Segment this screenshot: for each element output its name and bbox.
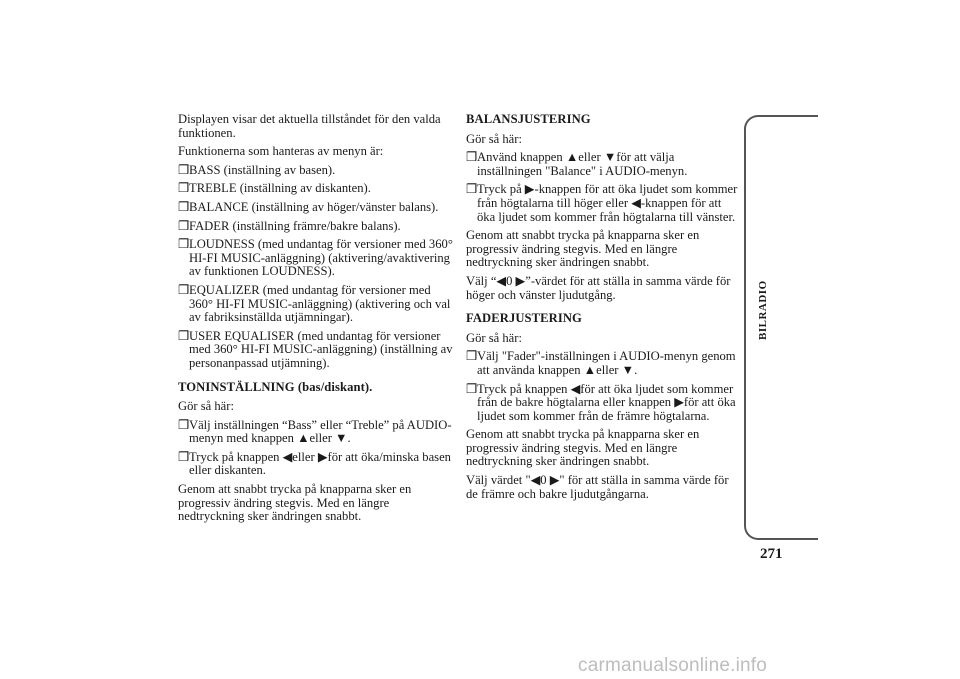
list-item: ❒ FADER (inställning främre/bakre balans).	[178, 218, 401, 233]
section-heading-fader: FADERJUSTERING	[466, 311, 582, 326]
checkbox-bullet-icon: ❒	[178, 162, 190, 177]
checkbox-bullet-icon: ❒	[178, 199, 190, 214]
section-heading-balance: BALANSJUSTERING	[466, 112, 591, 126]
checkbox-bullet-icon: ❒	[178, 218, 190, 233]
section-heading-tone: TONINSTÄLLNING (bas/diskant).	[178, 379, 373, 394]
list-item: ❒ Tryck på knappen ◀för att öka ljudet som kommer från de bakre högtalarna eller knappen ▶för att öka ljudet som kommer från de främre högtalarna.	[466, 381, 736, 423]
fader-zero-note: Välj värdet "◀0 ▶" för att ställa in samma värde för de främre och bakre ljudutgångarna.	[466, 473, 729, 501]
page-number: 271	[760, 546, 783, 562]
checkbox-bullet-icon: ❒	[178, 181, 190, 196]
checkbox-bullet-icon: ❒	[178, 417, 190, 432]
list-item: ❒ Tryck på knappen ◀eller ▶för att öka/minska basen eller diskanten.	[178, 449, 451, 478]
checkbox-bullet-icon: ❒	[178, 282, 190, 297]
checkbox-bullet-icon: ❒	[466, 182, 478, 197]
list-item: ❒ TREBLE (inställning av diskanten).	[178, 181, 371, 196]
fader-note: Genom att snabbt trycka på knapparna sker en progressiv ändring stegvis. Med en längre nedtryckning sker ändringen snabbt.	[466, 427, 700, 469]
balance-note: Genom att snabbt trycka på knapparna sker en progressiv ändring stegvis. Med en längre nedtryckning sker ändringen snabbt.	[466, 228, 700, 270]
checkbox-bullet-icon: ❒	[466, 349, 478, 364]
list-item: ❒ BASS (inställning av basen).	[178, 162, 336, 177]
instructions-label: Gör så här:	[178, 399, 234, 414]
list-item: ❒ Tryck på ▶-knappen för att öka ljudet som kommer från högtalarna till höger eller ◀-knappen för att öka ljudet som kommer från högtalarna till vänster.	[466, 182, 738, 224]
checkbox-bullet-icon: ❒	[178, 449, 190, 464]
left-column	[178, 113, 453, 529]
list-item: ❒ Välj inställningen “Bass” eller “Treble” på AUDIO-menyn med knappen ▲eller ▼.	[178, 417, 452, 446]
functions-intro: Funktionerna som hanteras av menyn är:	[178, 144, 384, 159]
list-item: ❒ LOUDNESS (med undantag för versioner med 360° HI-FI MUSIC-anläggning) (aktivering/avaktivering av funktionen LOUDNESS).	[178, 237, 453, 279]
list-item: ❒ Använd knappen ▲eller ▼för att välja inställningen "Balance" i AUDIO-menyn.	[466, 150, 688, 178]
checkbox-bullet-icon: ❒	[178, 237, 190, 252]
checkbox-bullet-icon: ❒	[178, 328, 190, 343]
right-column	[466, 113, 742, 506]
list-item: ❒ Välj "Fader"-inställningen i AUDIO-menyn genom att använda knappen ▲eller ▼.	[466, 349, 736, 377]
intro-text: Displayen visar det aktuella tillståndet för den valda funktionen.	[178, 112, 441, 140]
balance-zero-note: Välj “◀0 ▶”-värdet för att ställa in samma värde för höger och vänster ljudutgång.	[466, 273, 731, 302]
watermark: carmanualsonline.info	[578, 655, 768, 676]
checkbox-bullet-icon: ❒	[466, 150, 478, 165]
list-item: ❒ EQUALIZER (med undantag för versioner med 360° HI-FI MUSIC-anläggning) (aktivering och val av fabriksinställda utjämningar).	[178, 282, 451, 325]
checkbox-bullet-icon: ❒	[466, 381, 478, 396]
instructions-label: Gör så här:	[466, 330, 522, 345]
list-item: ❒ BALANCE (inställning av höger/vänster balans).	[178, 199, 439, 214]
tone-note: Genom att snabbt trycka på knapparna sker en progressiv ändring stegvis. Med en längre nedtryckning sker ändringen snabbt.	[178, 482, 412, 524]
instructions-label: Gör så här:	[466, 131, 522, 146]
list-item: ❒ USER EQUALISER (med undantag för versioner med 360° HI-FI MUSIC-anläggning) (inställning av personanpassad utjämning).	[178, 328, 453, 370]
section-tab-frame	[744, 115, 818, 540]
